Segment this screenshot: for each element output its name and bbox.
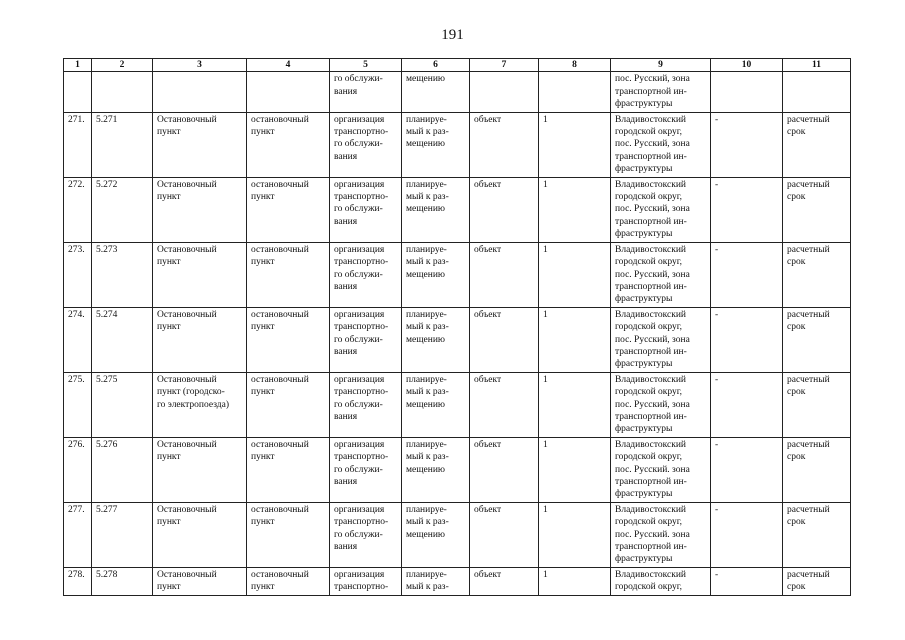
cell-location [611, 567, 711, 595]
cell-line: мещению [406, 399, 446, 410]
cell-kind: объект [470, 242, 539, 307]
cell-line: срок [787, 387, 806, 398]
cell-number: 273. [64, 242, 92, 307]
cell-status [402, 372, 470, 437]
cell-line: городской округ, [615, 257, 682, 268]
cell-line: пос. Русский, зона [615, 204, 690, 215]
cell-line: остановочный [251, 114, 309, 125]
cell-type [247, 242, 330, 307]
cell-line: фраструктуры [615, 294, 673, 305]
cell-line: срок [787, 192, 806, 203]
cell-line: организация [334, 504, 385, 515]
cell-line: Остановочный [157, 309, 217, 320]
cell-line: фраструктуры [615, 164, 673, 175]
cell-line: организация [334, 244, 385, 255]
cell-number: 271. [64, 112, 92, 177]
cell-line: пос. Русский, зона [615, 139, 690, 150]
table-row [64, 372, 851, 437]
cell [470, 72, 539, 112]
col-header: 6 [402, 59, 470, 72]
cell-line: срок [787, 127, 806, 138]
cell-kind: объект [470, 372, 539, 437]
cell-line: пункт [157, 192, 181, 203]
cell-type [247, 307, 330, 372]
cell [711, 72, 783, 112]
cell-purpose [330, 72, 402, 112]
cell-line: го обслужи- [334, 269, 383, 280]
cell-status [402, 72, 470, 112]
col-header: 5 [330, 59, 402, 72]
cell-purpose [330, 112, 402, 177]
cell-line: городской округ, [615, 387, 682, 398]
cell-line: мещению [406, 139, 446, 150]
cell-line: пункт [251, 322, 275, 333]
cell-line: расчетный [787, 504, 830, 515]
cell-line: пункт [251, 192, 275, 203]
cell-term [783, 437, 851, 502]
cell-term [783, 242, 851, 307]
cell-location [611, 307, 711, 372]
cell-term [783, 112, 851, 177]
cell-line: мый к раз- [406, 192, 449, 203]
cell-line: транспортной ин- [615, 346, 687, 357]
cell-type [247, 372, 330, 437]
cell-line: пункт [251, 127, 275, 138]
cell-line: срок [787, 257, 806, 268]
cell-line: планируе- [406, 374, 447, 385]
cell-code: 5.274 [92, 307, 153, 372]
cell-location [611, 112, 711, 177]
cell-line: планируе- [406, 504, 447, 515]
cell-col10: - [711, 372, 783, 437]
table-row [64, 307, 851, 372]
cell-line: пункт [157, 257, 181, 268]
cell-line: городской округ, [615, 452, 682, 463]
table-row [64, 242, 851, 307]
cell-line: вания [334, 86, 358, 97]
cell-name [153, 437, 247, 502]
cell-type [247, 177, 330, 242]
cell-line: мый к раз- [406, 582, 449, 593]
cell [153, 72, 247, 112]
cell-line: срок [787, 582, 806, 593]
cell-line: Остановочный [157, 114, 217, 125]
cell-line: мый к раз- [406, 127, 449, 138]
cell-purpose [330, 242, 402, 307]
cell-term [783, 567, 851, 595]
cell-line: планируе- [406, 244, 447, 255]
cell-line: пункт [157, 582, 181, 593]
cell-line: остановочный [251, 374, 309, 385]
cell-line: го обслужи- [334, 464, 383, 475]
cell-line: фраструктуры [615, 489, 673, 500]
cell-line: расчетный [787, 114, 830, 125]
cell-line: транспортной ин- [615, 86, 687, 97]
cell-line: го обслужи- [334, 334, 383, 345]
cell-quantity: 1 [539, 567, 611, 595]
cell-line: транспортно- [334, 517, 389, 528]
cell-line: транспортно- [334, 192, 389, 203]
cell-line: пункт [157, 452, 181, 463]
header-row [64, 59, 851, 72]
cell-status [402, 177, 470, 242]
cell-line: остановочный [251, 569, 309, 580]
cell-term [783, 372, 851, 437]
col-header: 1 [64, 59, 92, 72]
cell-col10: - [711, 307, 783, 372]
table-body [64, 72, 851, 595]
cell-line: транспортной ин- [615, 411, 687, 422]
cell-purpose [330, 372, 402, 437]
cell-line: Остановочный [157, 244, 217, 255]
cell-line: организация [334, 179, 385, 190]
cell-line: мещению [406, 334, 446, 345]
cell-purpose [330, 502, 402, 567]
cell-line: го обслужи- [334, 529, 383, 540]
cell-line: транспортно- [334, 322, 389, 333]
cell-line: организация [334, 309, 385, 320]
cell-line: транспортной ин- [615, 542, 687, 553]
cell-line: фраструктуры [615, 359, 673, 370]
cell-type [247, 112, 330, 177]
cell-status [402, 437, 470, 502]
cell-line: планируе- [406, 309, 447, 320]
cell-type [247, 502, 330, 567]
cell-name [153, 502, 247, 567]
table-row [64, 567, 851, 595]
cell-type [247, 437, 330, 502]
cell-line: Остановочный [157, 439, 217, 450]
cell-status [402, 242, 470, 307]
cell-line: го обслужи- [334, 74, 383, 85]
cell-name [153, 307, 247, 372]
cell-line: транспортно- [334, 452, 389, 463]
cell-number: 275. [64, 372, 92, 437]
cell-term [783, 502, 851, 567]
cell-term [783, 177, 851, 242]
cell-status [402, 112, 470, 177]
cell-number: 272. [64, 177, 92, 242]
continuation-row [64, 72, 851, 112]
cell [539, 72, 611, 112]
cell-code: 5.278 [92, 567, 153, 595]
cell-line: го обслужи- [334, 399, 383, 410]
cell-code: 5.273 [92, 242, 153, 307]
cell-line: Остановочный [157, 504, 217, 515]
cell-col10: - [711, 437, 783, 502]
cell-line: вания [334, 477, 358, 487]
cell-line: вания [334, 281, 358, 292]
table-row [64, 437, 851, 502]
cell-line: городской округ, [615, 517, 682, 528]
cell-quantity: 1 [539, 372, 611, 437]
cell-line: остановочный [251, 244, 309, 255]
cell-number: 277. [64, 502, 92, 567]
cell-line: организация [334, 114, 385, 125]
cell-line: пункт (городско- [157, 387, 225, 398]
cell-line: планируе- [406, 114, 447, 125]
cell-location [611, 72, 711, 112]
cell-kind: объект [470, 177, 539, 242]
cell-number: 278. [64, 567, 92, 595]
table-row [64, 177, 851, 242]
cell-col10: - [711, 112, 783, 177]
cell-line: пункт [251, 452, 275, 463]
cell-line: Владивостокский [615, 569, 686, 580]
cell-quantity: 1 [539, 177, 611, 242]
col-header: 9 [611, 59, 711, 72]
cell-line: транспортно- [334, 257, 389, 268]
cell-line: мый к раз- [406, 257, 449, 268]
cell-kind: объект [470, 502, 539, 567]
cell-code: 5.272 [92, 177, 153, 242]
cell-line: пункт [251, 387, 275, 398]
cell-line: транспортно- [334, 582, 389, 593]
cell-line: пос. Русский. зона [615, 464, 690, 475]
cell-line: городской округ, [615, 192, 682, 203]
cell-col10: - [711, 242, 783, 307]
cell-line: транспортно- [334, 127, 389, 138]
cell-code: 5.271 [92, 112, 153, 177]
cell-line: планируе- [406, 439, 447, 450]
col-header: 7 [470, 59, 539, 72]
cell-line: пос. Русский, зона [615, 399, 690, 410]
cell-line: планируе- [406, 179, 447, 190]
cell-line: срок [787, 322, 806, 333]
cell-line: Остановочный [157, 374, 217, 385]
cell-kind: объект [470, 112, 539, 177]
cell-line: мый к раз- [406, 517, 449, 528]
page-number: 191 [441, 27, 464, 43]
cell-number: 274. [64, 307, 92, 372]
cell [64, 72, 92, 112]
cell-line: Владивостокский [615, 439, 686, 450]
cell-line: пункт [251, 517, 275, 528]
cell-status [402, 567, 470, 595]
cell-line: организация [334, 569, 385, 580]
cell-line: фраструктуры [615, 229, 673, 240]
cell-line: мый к раз- [406, 387, 449, 398]
table-row [64, 502, 851, 567]
cell-line: остановочный [251, 439, 309, 450]
register-table [63, 58, 851, 596]
cell-line: Владивостокский [615, 504, 686, 515]
cell-location [611, 502, 711, 567]
cell-name [153, 372, 247, 437]
cell-line: пос. Русский, зона [615, 334, 690, 345]
cell-line: городской округ, [615, 127, 682, 138]
cell-purpose [330, 177, 402, 242]
cell-line: вания [334, 346, 358, 357]
cell-line: остановочный [251, 179, 309, 190]
cell-line: расчетный [787, 309, 830, 320]
cell-line: транспортной ин- [615, 477, 687, 487]
col-header: 8 [539, 59, 611, 72]
cell [783, 72, 851, 112]
cell-quantity: 1 [539, 437, 611, 502]
cell-number: 276. [64, 437, 92, 502]
cell-line: организация [334, 439, 385, 450]
cell-location [611, 242, 711, 307]
cell-purpose [330, 307, 402, 372]
cell-line: мый к раз- [406, 322, 449, 333]
cell-line: расчетный [787, 244, 830, 255]
cell-name [153, 567, 247, 595]
cell-status [402, 307, 470, 372]
cell-line: мещению [406, 204, 446, 215]
cell-code: 5.275 [92, 372, 153, 437]
cell-line: организация [334, 374, 385, 385]
cell [92, 72, 153, 112]
cell-line: срок [787, 517, 806, 528]
cell-line: остановочный [251, 309, 309, 320]
cell-line: Остановочный [157, 569, 217, 580]
cell-line: Владивостокский [615, 374, 686, 385]
cell-type [247, 567, 330, 595]
cell-line: городской округ, [615, 322, 682, 333]
cell-location [611, 372, 711, 437]
cell-line: го обслужи- [334, 139, 383, 150]
cell-kind: объект [470, 567, 539, 595]
cell-col10: - [711, 177, 783, 242]
cell-line: мый к раз- [406, 452, 449, 463]
cell [247, 72, 330, 112]
cell-kind: объект [470, 307, 539, 372]
cell-purpose [330, 567, 402, 595]
cell-line: пос. Русский. зона [615, 529, 690, 540]
cell-line: го электропоезда) [157, 399, 229, 410]
cell-line: транспортной ин- [615, 281, 687, 292]
cell-purpose [330, 437, 402, 502]
cell-line: фраструктуры [615, 99, 673, 110]
cell-line: расчетный [787, 374, 830, 385]
cell-line: фраструктуры [615, 554, 673, 565]
cell-name [153, 112, 247, 177]
cell-line: вания [334, 411, 358, 422]
cell-quantity: 1 [539, 112, 611, 177]
cell-line: расчетный [787, 569, 830, 580]
cell-line: транспортной ин- [615, 151, 687, 162]
cell-line: Владивостокский [615, 309, 686, 320]
cell-line: Остановочный [157, 179, 217, 190]
cell-line: мещению [406, 464, 446, 475]
table-row [64, 112, 851, 177]
cell-code: 5.277 [92, 502, 153, 567]
cell-line: пункт [157, 127, 181, 138]
cell-quantity: 1 [539, 502, 611, 567]
cell-term [783, 307, 851, 372]
cell-line: городской округ, [615, 582, 682, 593]
col-header: 4 [247, 59, 330, 72]
cell-line: транспортно- [334, 387, 389, 398]
cell-line: мещению [406, 529, 446, 540]
cell-line: пункт [157, 517, 181, 528]
cell-line: транспортной ин- [615, 216, 687, 227]
col-header: 10 [711, 59, 783, 72]
cell-code: 5.276 [92, 437, 153, 502]
cell-kind: объект [470, 437, 539, 502]
cell-line: мещению [406, 74, 446, 85]
col-header: 3 [153, 59, 247, 72]
cell-line: пункт [157, 322, 181, 333]
col-header: 2 [92, 59, 153, 72]
cell-line: срок [787, 452, 806, 463]
cell-line: фраструктуры [615, 424, 673, 435]
cell-line: Владивостокский [615, 244, 686, 255]
cell-quantity: 1 [539, 242, 611, 307]
cell-line: вания [334, 151, 358, 162]
cell-name [153, 242, 247, 307]
cell-line: Владивостокский [615, 179, 686, 190]
cell-line: планируе- [406, 569, 447, 580]
cell-name [153, 177, 247, 242]
cell-line: пункт [251, 582, 275, 593]
cell-status [402, 502, 470, 567]
cell-col10: - [711, 567, 783, 595]
cell-line: го обслужи- [334, 204, 383, 215]
cell-location [611, 177, 711, 242]
cell-line: пос. Русский, зона [615, 74, 690, 85]
cell-line: остановочный [251, 504, 309, 515]
cell-quantity: 1 [539, 307, 611, 372]
col-header: 11 [783, 59, 851, 72]
cell-line: расчетный [787, 439, 830, 450]
cell-line: мещению [406, 269, 446, 280]
cell-location [611, 437, 711, 502]
cell-col10: - [711, 502, 783, 567]
cell-line: расчетный [787, 179, 830, 190]
cell-line: вания [334, 542, 358, 553]
cell-line: Владивостокский [615, 114, 686, 125]
cell-line: пос. Русский, зона [615, 269, 690, 280]
cell-line: вания [334, 216, 358, 227]
cell-line: пункт [251, 257, 275, 268]
